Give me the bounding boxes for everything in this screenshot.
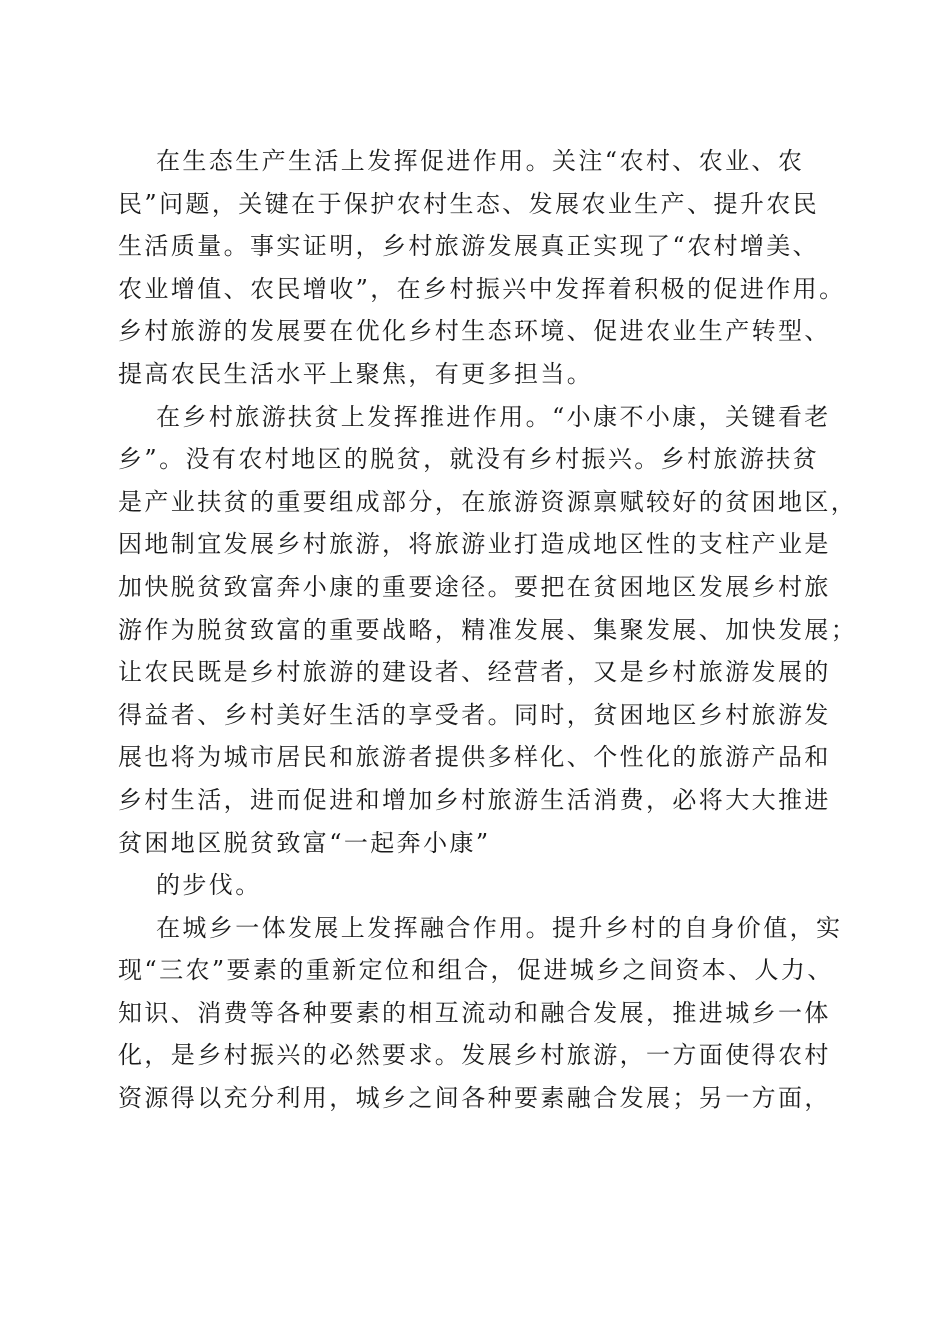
paragraph-4-line-4: 化，是乡村振兴的必然要求。发展乡村旅游，一方面使得农村: [118, 1041, 831, 1070]
body-text: [118, 140, 858, 1120]
paragraph-2-line-1: 在乡村旅游扶贫上发挥推进作用。“小康不小康，关键看老: [156, 402, 831, 431]
paragraph-1-line-6: 提高农民生活水平上聚焦，有更多担当。: [118, 359, 594, 388]
paragraph-1-line-5: 乡村旅游的发展要在优化乡村生态环境、促进农业生产转型、: [118, 317, 831, 346]
paragraph-3-line-1: 的步伐。: [156, 871, 262, 900]
paragraph-2-line-9: 展也将为城市居民和旅游者提供多样化、个性化的旅游产品和: [118, 743, 831, 772]
paragraph-1-line-1: 在生态生产生活上发挥促进作用。关注“农村、农业、农: [156, 147, 805, 175]
paragraph-1-line-3: 生活质量。事实证明，乡村旅游发展真正实现了“农村增美、: [118, 232, 820, 261]
paragraph-4-line-5: 资源得以充分利用，城乡之间各种要素融合发展；另一方面，: [118, 1084, 831, 1113]
paragraph-4-line-2: 现“三农”要素的重新定位和组合，促进城乡之间资本、人力、: [118, 956, 834, 985]
paragraph-2-line-5: 加快脱贫致富奔小康的重要途径。要把在贫困地区发展乡村旅: [118, 572, 831, 601]
paragraph-2-line-7: 让农民既是乡村旅游的建设者、经营者，又是乡村旅游发展的: [118, 658, 831, 687]
paragraph-2-line-8: 得益者、乡村美好生活的享受者。同时，贫困地区乡村旅游发: [118, 700, 831, 729]
paragraph-4-line-3: 知识、消费等各种要素的相互流动和融合发展，推进城乡一体: [118, 998, 831, 1027]
paragraph-4-line-1: 在城乡一体发展上发挥融合作用。提升乡村的自身价值，实: [156, 913, 843, 942]
paragraph-2-line-3: 是产业扶贫的重要组成部分，在旅游资源禀赋较好的贫困地区，: [118, 487, 858, 516]
paragraph-2-line-10: 乡村生活，进而促进和增加乡村旅游生活消费，必将大大推进: [118, 785, 831, 814]
paragraph-2-line-4: 因地制宜发展乡村旅游，将旅游业打造成地区性的支柱产业是: [118, 530, 831, 559]
paragraph-2-line-11: 贫困地区脱贫致富“一起奔小康”: [118, 828, 491, 857]
paragraph-1-line-2: 民”问题，关键在于保护农村生态、发展农业生产、提升农民: [118, 189, 820, 218]
paragraph-2-line-2: 乡”。没有农村地区的脱贫，就没有乡村振兴。乡村旅游扶贫: [118, 445, 820, 474]
paragraph-2-line-6: 游作为脱贫致富的重要战略，精准发展、集聚发展、加快发展；: [118, 615, 858, 644]
paragraph-1-line-4: 农业增值、农民增收”，在乡村振兴中发挥着积极的促进作用。: [118, 274, 846, 303]
